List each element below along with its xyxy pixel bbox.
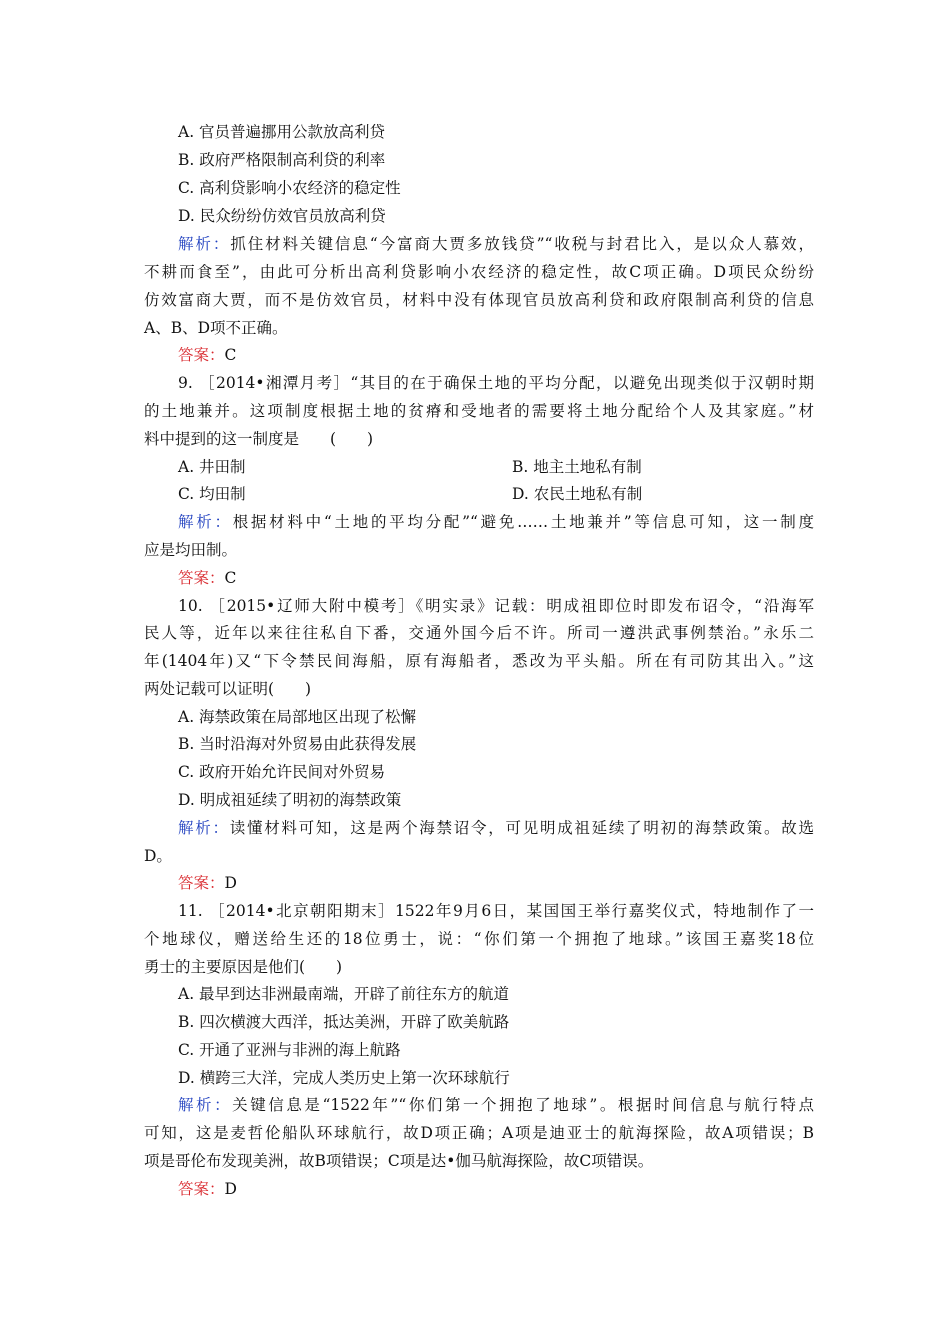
q8-option-b: B. 政府严格限制高利贷的利率 bbox=[178, 151, 386, 169]
q8-option-c: C. 高利贷影响小农经济的稳定性 bbox=[178, 179, 401, 197]
q8-answer-label: 答案： bbox=[178, 346, 225, 364]
q10-answer-label: 答案： bbox=[178, 874, 225, 892]
q8-analysis-line-2: 不耕而食至”，由此可分析出高利贷影响小农经济的稳定性，故C项正确。D项民众纷纷 bbox=[144, 263, 814, 281]
q10-analysis-text: 读懂材料可知，这是两个海禁诏令，可见明成祖延续了明初的海禁政策。故选 bbox=[229, 819, 814, 837]
q11-answer-value: D bbox=[224, 1180, 237, 1198]
q10-analysis-line-2: D。 bbox=[144, 847, 172, 865]
q11-analysis-line-2: 可知，这是麦哲伦船队环球航行，故D项正确；A项是迪亚士的航海探险，故A项错误；B bbox=[144, 1124, 814, 1142]
q9-stem-line-1: 9. ［2014•湘潭月考］“其目的在于确保土地的平均分配，以避免出现类似于汉朝时期 bbox=[178, 374, 814, 392]
q9-option-a: A. 井田制 bbox=[178, 458, 246, 476]
q10-analysis-label: 解析： bbox=[178, 819, 230, 837]
q8-option-d: D. 民众纷纷仿效官员放高利贷 bbox=[178, 207, 386, 225]
q8-answer bbox=[178, 345, 814, 365]
q11-option-b: B. 四次横渡大西洋，抵达美洲，开辟了欧美航路 bbox=[178, 1013, 510, 1031]
q10-option-c: C. 政府开始允许民间对外贸易 bbox=[178, 763, 386, 781]
q10-option-b: B. 当时沿海对外贸易由此获得发展 bbox=[178, 735, 417, 753]
q9-option-b: B. 地主土地私有制 bbox=[512, 458, 642, 476]
q8-analysis-line-1 bbox=[178, 234, 814, 254]
q11-option-a: A. 最早到达非洲最南端，开辟了前往东方的航道 bbox=[178, 985, 510, 1003]
q11-option-c: C. 开通了亚洲与非洲的海上航路 bbox=[178, 1041, 401, 1059]
q10-answer bbox=[178, 873, 814, 893]
q9-option-c: C. 均田制 bbox=[178, 485, 246, 503]
q10-stem-line-2: 民人等，近年以来往往私自下番，交通外国今后不许。所司一遵洪武事例禁治。”永乐二 bbox=[144, 624, 814, 642]
q9-stem-line-3: 料中提到的这一制度是 ( ) bbox=[144, 430, 374, 448]
q9-answer-label: 答案： bbox=[178, 569, 225, 587]
q11-answer-label: 答案： bbox=[178, 1180, 225, 1198]
q8-answer-value: C bbox=[224, 346, 237, 364]
q11-answer bbox=[178, 1179, 814, 1199]
q11-analysis-text: 关键信息是“1522年”“你们第一个拥抱了地球”。根据时间信息与航行特点 bbox=[232, 1096, 814, 1114]
q11-stem-line-1: 11. ［2014•北京朝阳期末］1522年9月6日，某国国王举行嘉奖仪式，特地制作了一 bbox=[178, 902, 814, 920]
q10-answer-value: D bbox=[224, 874, 237, 892]
q8-analysis-label: 解析： bbox=[178, 235, 231, 253]
q9-analysis-label: 解析： bbox=[178, 513, 233, 531]
q10-stem-line-1: 10. ［2015•辽师大附中模考］《明实录》记载：明成祖即位时即发布诏令，“沿海军 bbox=[178, 597, 814, 615]
q11-stem-line-2: 个地球仪，赠送给生还的18位勇士，说：“你们第一个拥抱了地球。”该国王嘉奖18位 bbox=[144, 930, 814, 948]
q11-analysis-label: 解析： bbox=[178, 1096, 233, 1114]
q10-stem-line-3: 年(1404年)又“下令禁民间海船，原有海船者，悉改为平头船。所在有司防其出入。”这 bbox=[144, 652, 814, 670]
q11-analysis-line-1 bbox=[178, 1095, 814, 1115]
q10-analysis-line-1 bbox=[178, 818, 814, 838]
q8-analysis-text: 抓住材料关键信息“今富商大贾多放钱贷”“收税与封君比入，是以众人慕效， bbox=[230, 235, 814, 253]
q9-answer-value: C bbox=[224, 569, 237, 587]
q9-option-d: D. 农民土地私有制 bbox=[512, 485, 643, 503]
q9-analysis-line-1 bbox=[178, 512, 814, 532]
q8-analysis-line-4: A、B、D项不正确。 bbox=[144, 319, 288, 337]
q9-stem-line-2: 的土地兼并。这项制度根据土地的贫瘠和受地者的需要将土地分配给个人及其家庭。”材 bbox=[144, 402, 814, 420]
q9-analysis-text: 根据材料中“土地的平均分配”“避免……土地兼并”等信息可知，这一制度 bbox=[232, 513, 814, 531]
q8-option-a: A. 官员普遍挪用公款放高利贷 bbox=[178, 123, 386, 141]
q11-stem-line-3: 勇士的主要原因是他们( ) bbox=[144, 958, 343, 976]
q10-option-d: D. 明成祖延续了明初的海禁政策 bbox=[178, 791, 402, 809]
q9-answer bbox=[178, 568, 814, 588]
q10-option-a: A. 海禁政策在局部地区出现了松懈 bbox=[178, 708, 417, 726]
q8-analysis-line-3: 仿效富商大贾，而不是仿效官员，材料中没有体现官员放高利贷和政府限制高利贷的信息 bbox=[144, 291, 814, 309]
q11-option-d: D. 横跨三大洋，完成人类历史上第一次环球航行 bbox=[178, 1069, 510, 1087]
q11-analysis-line-3: 项是哥伦布发现美洲，故B项错误；C项是达•伽马航海探险，故C项错误。 bbox=[144, 1152, 654, 1170]
q10-stem-line-4: 两处记载可以证明( ) bbox=[144, 680, 312, 698]
q9-analysis-line-2: 应是均田制。 bbox=[144, 541, 238, 559]
